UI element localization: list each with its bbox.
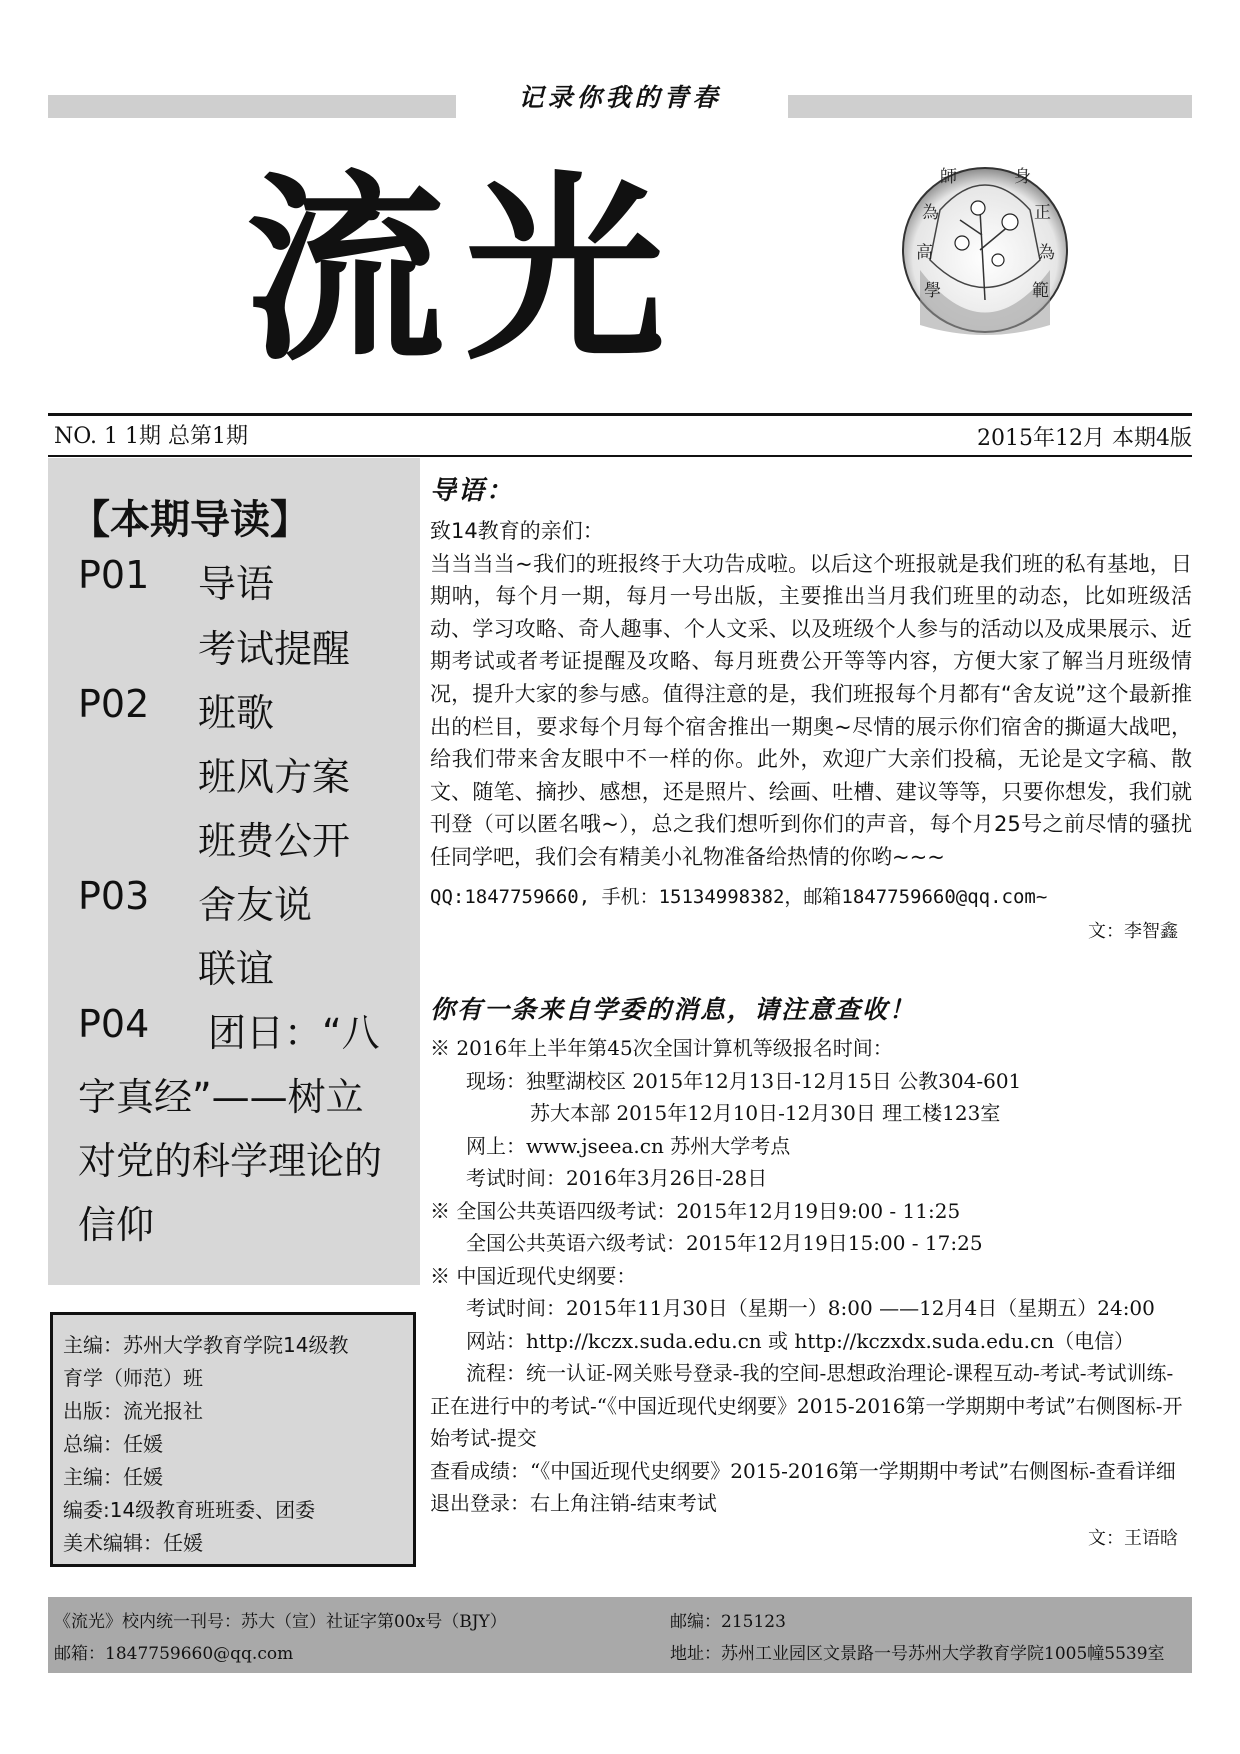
- ncre-online: 网上：www.jseea.cn 苏州大学考点: [466, 1133, 791, 1158]
- exam-notice: [430, 990, 1192, 1550]
- editor-line: 总编：任媛: [63, 1432, 163, 1456]
- rule-mid: [48, 455, 1192, 457]
- toc-item: 字真经”——树立: [78, 1075, 364, 1119]
- issue-number: NO. 1 1期 总第1期: [54, 424, 248, 449]
- history-title: ※ 中国近现代史纲要：: [430, 1263, 637, 1288]
- school-emblem: [900, 140, 1070, 388]
- footer-address: 地址：苏州工业园区文景路一号苏州大学教育学院1005幢5539室: [670, 1644, 1165, 1664]
- toc-page: P04: [78, 1002, 150, 1046]
- editor-line: 编委:14级教育班班委、团委: [63, 1498, 316, 1522]
- toc-item: 舍友说: [198, 883, 313, 927]
- emblem-char: 範: [1032, 281, 1049, 301]
- editor-line: 主编：任媛: [63, 1465, 163, 1489]
- masthead-title: [240, 150, 760, 370]
- toc-item: 班费公开: [198, 819, 351, 863]
- editor-line: 主编：苏州大学教育学院14级教: [63, 1333, 349, 1357]
- emblem-char: 為: [1038, 243, 1055, 263]
- intro-byline: 文：李智鑫: [1088, 920, 1178, 942]
- ncre-title: ※ 2016年上半年第45次全国计算机等级报名时间：: [430, 1036, 893, 1060]
- history-flow: 流程：统一认证-网关账号登录-我的空间-思想政治理论-课程互动-考试-考试训练-正在进行中的考试-“《中国近现代史纲要》2015-2016第一学期期中考试”右侧图标-开始考试-提交: [430, 1361, 1183, 1450]
- intro-heading: 导语：: [430, 476, 515, 506]
- ncre-time: 考试时间：2016年3月26日-28日: [466, 1166, 768, 1190]
- toc-item: 导语: [198, 562, 275, 606]
- toc-item: 对党的科学理论的: [78, 1139, 383, 1183]
- tagline: 记录你我的青春: [518, 83, 722, 112]
- history-grade: 查看成绩：“《中国近现代史纲要》2015-2016第一学期期中考试”右侧图标-查看详细: [430, 1458, 1176, 1483]
- cet6-time: 全国公共英语六级考试：2015年12月19日15:00 - 17:25: [466, 1231, 983, 1255]
- editor-line: 出版：流光报社: [63, 1399, 203, 1423]
- footer-bar: [48, 1597, 1192, 1673]
- toc-item: 联谊: [198, 947, 275, 991]
- toc-item: 考试提醒: [198, 627, 351, 671]
- editor-line: 育学（师范）班: [63, 1366, 203, 1390]
- notice-heading: 你有一条来自学委的消息，请注意查收！: [430, 995, 917, 1024]
- toc-item: 班风方案: [198, 755, 351, 799]
- intro-article: [430, 470, 1192, 943]
- toc-title: 【本期导读】: [70, 497, 310, 543]
- cet4-time: ※ 全国公共英语四级考试：2015年12月19日9:00 - 11:25: [430, 1198, 961, 1223]
- emblem-char: 師: [940, 167, 957, 187]
- toc-item: 信仰: [78, 1203, 155, 1247]
- footer-email: 邮箱：1847759660@qq.com: [54, 1644, 294, 1664]
- history-site: 网站：http://kczx.suda.edu.cn 或 http://kczxdx.suda.edu.cn（电信）: [466, 1328, 1135, 1353]
- toc-item: 团日：“八: [208, 1011, 380, 1055]
- history-logout: 退出登录：右上角注销-结束考试: [430, 1491, 717, 1515]
- emblem-char: 身: [1014, 167, 1031, 187]
- emblem-char: 正: [1034, 203, 1051, 223]
- toc-page: P02: [78, 682, 150, 726]
- intro-greeting: 致14教育的亲们：: [430, 519, 604, 543]
- ncre-site-2: 苏大本部 2015年12月10日-12月30日 理工楼123室: [530, 1101, 1001, 1125]
- intro-contact: QQ:1847759660, 手机：15134998382，邮箱1847759660@qq.com~: [430, 885, 1048, 908]
- issue-date: 2015年12月 本期4版: [977, 426, 1192, 451]
- footer-license: 《流光》校内统一刊号：苏大（宣）社证字第00x号（BJY）: [54, 1612, 507, 1632]
- intro-paragraph: 当当当当~我们的班报终于大功告成啦。以后这个班报就是我们班的私有基地，日期呐，每个月一期，每月一号出版，主要推出当月我们班里的动态，比如班级活动、学习攻略、奇人趣事、个人文采、以及班级个人参与的活动以及成果展示、近期考试或者考证提醒及攻略、每月班费公开等等内容，方便大家了解当月班级情况，提升大家的参与感。值得注意的是，我们班报每个月都有“舍友说”这个最新推出的栏目，要求每个月每个宿舍推出一期奥~尽情的展示你们宿舍的撕逼大战吧，给我们带来舍友眼中不一样的你。此外，欢迎广大亲们投稿，无论是文字稿、散文、随笔、摘抄、感想，还是照片、绘画、吐槽、建议等等，只要你想发，我们就刊登（可以匿名哦~），总之我们想听到你们的声音，每个月25号之前尽情的骚扰任同学吧，我们会有精美小礼物准备给热情的你哟~~~: [430, 551, 1192, 869]
- header-bar-right: [788, 95, 1192, 118]
- editor-line: 美术编辑：任媛: [63, 1531, 203, 1555]
- notice-byline: 文：王语晗: [1088, 1527, 1178, 1549]
- toc-page: P03: [78, 874, 150, 918]
- rule-top: [48, 413, 1192, 416]
- toc-panel: [48, 458, 420, 1285]
- toc-item: 班歌: [198, 691, 275, 735]
- header-bar-left: [48, 95, 456, 118]
- ncre-site-1: 现场：独墅湖校区 2015年12月13日-12月15日 公教304-601: [466, 1068, 1022, 1093]
- emblem-char: 高: [916, 243, 933, 263]
- history-time: 考试时间：2015年11月30日（星期一）8:00 ——12月4日（星期五）24:00: [466, 1296, 1155, 1320]
- masthead-text: 流光: [245, 153, 686, 370]
- footer-postcode: 邮编：215123: [670, 1612, 786, 1632]
- emblem-char: 為: [922, 203, 939, 223]
- toc-page: P01: [78, 553, 150, 597]
- emblem-char: 學: [924, 281, 941, 301]
- editors-box: [50, 1312, 416, 1567]
